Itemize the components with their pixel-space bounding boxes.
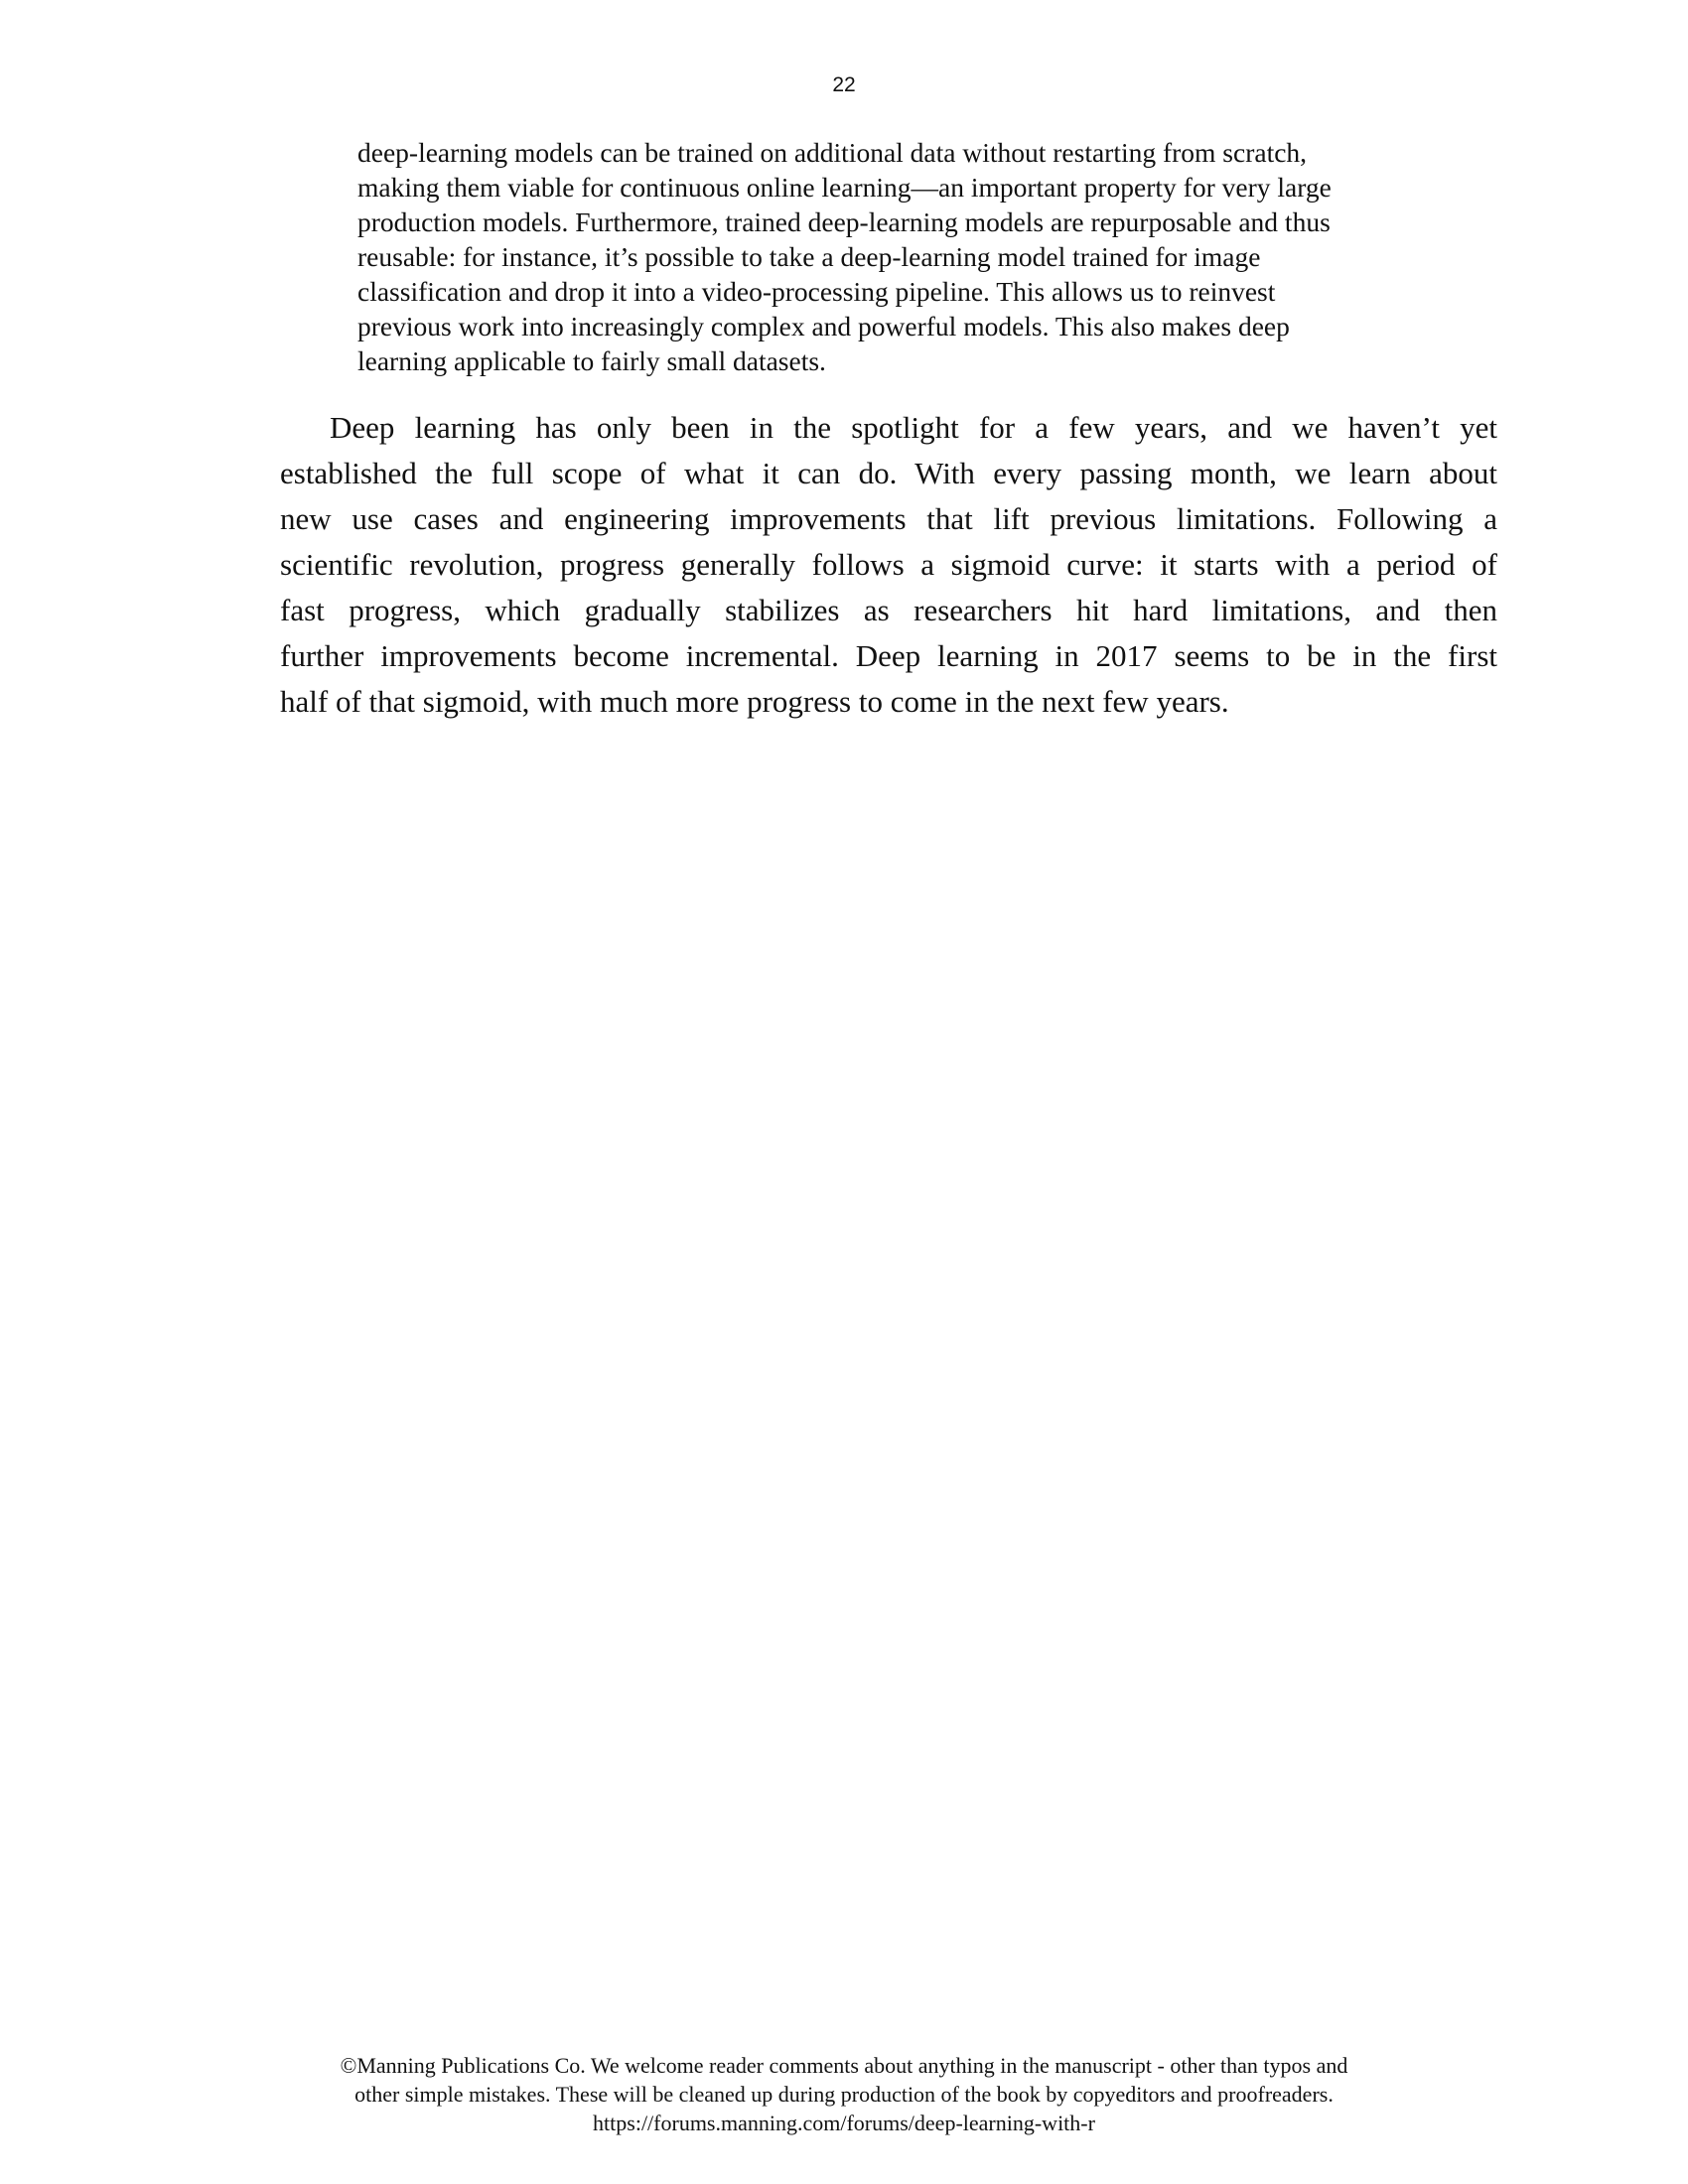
text-line: reusable: for instance, it’s possible to take a deep-learning model trained for image	[357, 241, 1261, 272]
footer-note-line: other simple mistakes. These will be cleaned up during production of the book by copyeditors and proofreaders.	[354, 2082, 1334, 2107]
text-line: half of that sigmoid, with much more progress to come in the next few years.	[280, 684, 1229, 719]
text-line: classification and drop it into a video-processing pipeline. This allows us to reinvest	[357, 276, 1276, 307]
body-paragraph	[280, 405, 1497, 725]
text-line: deep-learning models can be trained on additional data without restarting from scratch,	[357, 137, 1308, 168]
text-line: fast progress, which gradually stabilizes as researchers hit hard limitations, and then	[280, 593, 1497, 627]
text-line: Deep learning has only been in the spotlight for a few years, and we haven’t yet	[330, 410, 1497, 445]
footer-copyright-line: ©Manning Publications Co. We welcome reader comments about anything in the manuscript - other than typos and	[340, 2053, 1348, 2078]
text-line: new use cases and engineering improvements that lift previous limitations. Following a	[280, 501, 1497, 536]
text-line: making them viable for continuous online learning—an important property for very large	[357, 172, 1332, 203]
text-line: established the full scope of what it can do. With every passing month, we learn about	[280, 456, 1497, 490]
page-number: 22	[832, 73, 856, 96]
text-line: learning applicable to fairly small datasets.	[357, 345, 826, 376]
footer-url: https://forums.manning.com/forums/deep-learning-with-r	[593, 2111, 1095, 2135]
text-line: further improvements become incremental. Deep learning in 2017 seems to be in the first	[280, 638, 1497, 673]
text-line: production models. Furthermore, trained deep-learning models are repurposable and thus	[357, 206, 1331, 237]
text-line: scientific revolution, progress generally follows a sigmoid curve: it starts with a period of	[280, 547, 1497, 582]
page-footer	[0, 2051, 1688, 2137]
text-line: previous work into increasingly complex and powerful models. This also makes deep	[357, 311, 1290, 341]
bullet-continuation-text	[357, 135, 1479, 378]
